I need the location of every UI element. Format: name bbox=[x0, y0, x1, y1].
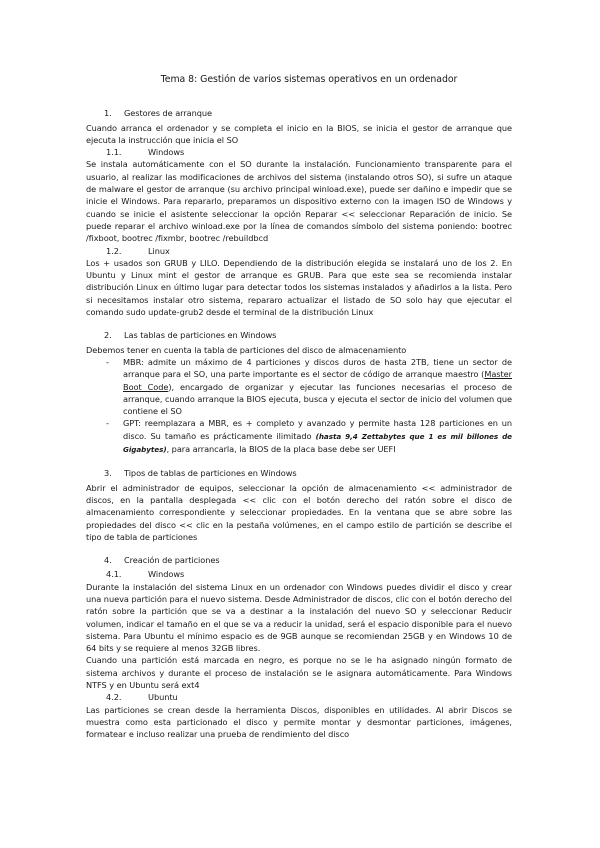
subsection-4-2-heading bbox=[106, 691, 512, 703]
subsection-number: 4.2. bbox=[106, 692, 122, 703]
section-number: 4. bbox=[104, 555, 112, 566]
subsection-title: Windows bbox=[148, 147, 185, 158]
master-boot-code-link[interactable]: Master Boot Code bbox=[123, 369, 512, 392]
section-4-heading bbox=[104, 554, 512, 566]
section-title: Gestores de arranque bbox=[124, 108, 213, 119]
section-2-heading bbox=[104, 329, 512, 341]
subsection-title: Windows bbox=[148, 569, 185, 580]
document-title: Tema 8: Gestión de varios sistemas operativos en un ordenador bbox=[160, 74, 458, 85]
subsection-1-2-text: Los + usados son GRUB y LILO. Dependiendo de la distribución elegida se instalará uno de los 2. En Ubuntu y Linux mint el gestor de arranque es GRUB. Para que este sea se recomienda instalar distribución Linux en último lugar para detectar todos los sistemas instalados y añadirlos a la lista. Pero si necesitamos instalar otro sistema, repararo actualizar el listado de SO solo hay que ejecutar el comando sudo update-grub2 desde el terminal de la distribución Linux bbox=[86, 257, 512, 318]
section-title: Creación de particiones bbox=[124, 555, 220, 566]
section-number: 1. bbox=[104, 108, 112, 119]
gpt-size-note: (hasta 9,4 Zettabytes que 1 es mil billones de Gigabytes) bbox=[123, 431, 513, 455]
section-1-intro: Cuando arranca el ordenador y se completa el inicio en la BIOS, se inicia el gestor de arranque que ejecuta la instrucción que inicia el SO bbox=[86, 122, 512, 145]
subsection-1-1-text: Se instala automáticamente con el SO durante la instalación. Funcionamiento transparente para el usuario, al realizar las modificaciones de archivos del sistema (instalando otros SO), si sufre un ataque de malware el gestor de arranque (su archivo principal winload.exe), puede ser dañino e impedir que se inicie el Windows. Para repararlo, preparamos un dispositivo externo con la imagen ISO de Windows y cuando se inicie el asistente seleccionar la opción Reparar << seleccionar Reparación de inicio. Se puede reparar el archivo winload.exe por la línea de comandos símbolo del sistema poniendo: bootrec /fixboot, bootrec /fixmbr, bootrec /rebuildbcd bbox=[86, 159, 512, 244]
subsection-4-1-heading bbox=[106, 568, 512, 580]
subsection-4-1-text: Durante la instalación del sistema Linux en un ordenador con Windows puedes dividir el disco y crear una nueva partición para el nuevo sistema. Desde Administrador de discos, clic con el botón derecho del ratón sobre la partición que se va a destinar a la instalación del nuevo SO y seleccionar Reducir volumen, indicar el tamaño en el que se va a reducir la unidad, será el espacio disponible para el nuevo sistema. Para Ubuntu el mínimo espacio es de 9GB aunque se recomiendan 25GB y en Windows 10 de 64 bits y se requiere al menos 32GB libres. bbox=[86, 581, 512, 654]
subsection-4-1-text-2: Cuando una partición está marcada en negro, es porque no se le ha asignado ningún formato de sistema archivos y durante el proceso de instalación se le asignara automáticamente. Para Windows NTFS y en Ubuntu será ext4 bbox=[86, 655, 512, 691]
subsection-4-2-text: Las particiones se crean desde la herramienta Discos, disponibles en utilidades. Al abrir Discos se muestra como esta particionado el disco y permite montar y desmontar particiones, imágenes, formatear e incluso realizar una prueba de rendimiento del disco bbox=[86, 704, 512, 740]
section-2-intro: Debemos tener en cuenta la tabla de particiones del disco de almacenamiento bbox=[86, 344, 407, 355]
bullet-dash: - bbox=[106, 418, 109, 429]
partition-table-list bbox=[86, 356, 512, 456]
list-item-gpt: - GPT: reemplazara a MBR, es + completo y avanzado y permite hasta 128 particiones en un disco. Su tamaño es prácticamente ilimitado (hasta 9,4 Zettabytes que 1 es mil billones de Gigabytes), para arrancarla, la BIOS de la placa base debe ser UEFI bbox=[106, 418, 513, 455]
subsection-title: Ubuntu bbox=[148, 692, 178, 703]
subsection-1-1-heading bbox=[106, 146, 512, 158]
bullet-dash: - bbox=[106, 356, 109, 367]
section-title: Las tablas de particiones en Windows bbox=[124, 330, 277, 341]
subsection-number: 4.1. bbox=[106, 569, 122, 580]
subsection-title: Linux bbox=[148, 245, 170, 256]
section-3-text: Abrir el administrador de equipos, seleccionar la opción de almacenamiento << administrador de discos, en la pantalla desplegada << clic con el botón derecho del ratón sobre el disco de almacenamiento correspondiente y seleccionar propiedades. En la ventana que se abre sobre las propiedades del disco << clic en la pestaña volúmenes, en el campo estilo de partición se describe el tipo de tabla de particiones bbox=[86, 482, 512, 542]
section-number: 3. bbox=[104, 468, 112, 479]
section-1-heading bbox=[104, 107, 512, 119]
subsection-1-2-heading bbox=[106, 245, 512, 257]
subsection-number: 1.1. bbox=[106, 147, 122, 158]
subsection-number: 1.2. bbox=[106, 245, 122, 256]
list-item-mbr: - MBR: admite un máximo de 4 particiones y discos duros de hasta 2TB, tiene un sector de arranque para el SO, una parte importante es el sector de código de arranque maestro (Master Boot Code), encargado de organizar y ejecutar las funciones necesarias el proceso de arranque, cuando arranque la BIOS ejecuta, busca y ejecuta el sector de inicio del volumen que contiene el SO bbox=[106, 356, 512, 417]
section-number: 2. bbox=[104, 330, 112, 341]
section-title: Tipos de tablas de particiones en Windows bbox=[124, 468, 297, 479]
section-3-heading bbox=[104, 467, 512, 479]
